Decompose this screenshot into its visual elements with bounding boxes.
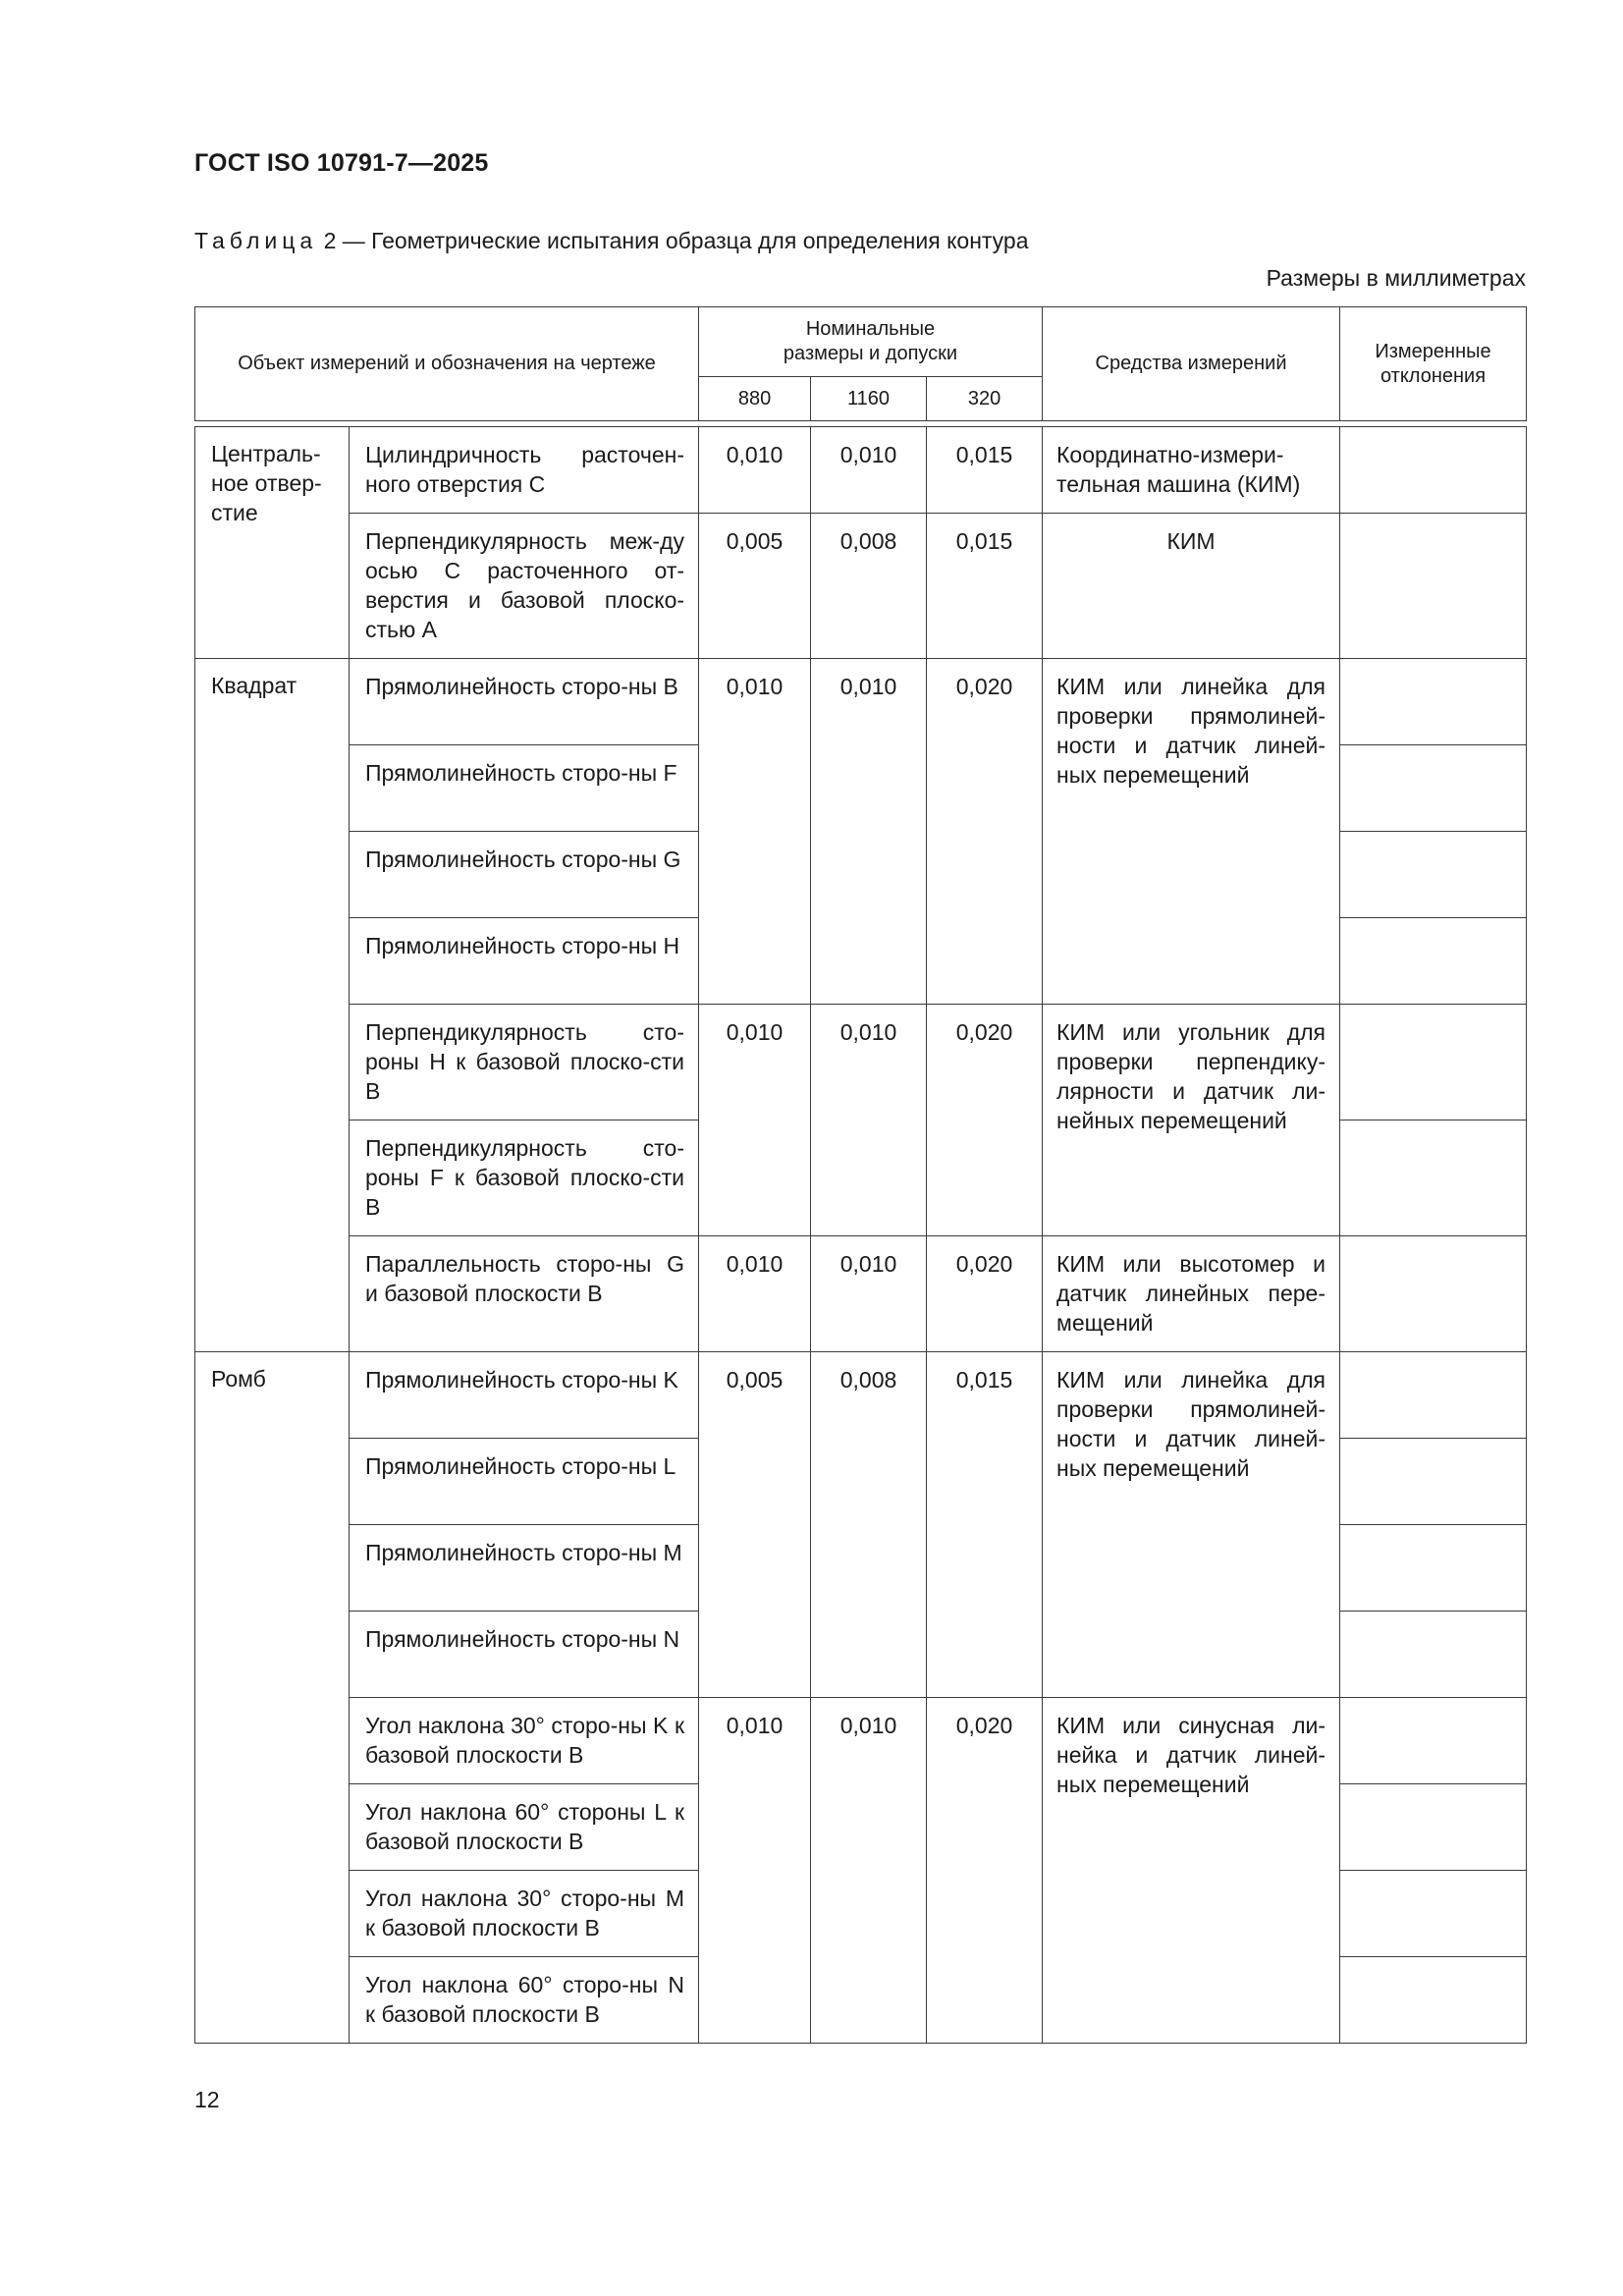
object-rhombus: Ромб — [195, 1352, 350, 2044]
measured-deviation-cell[interactable] — [1340, 427, 1527, 514]
table-caption-text: 2 — Геометрические испытания образца для определения контура — [323, 228, 1029, 253]
value-320: 0,015 — [927, 514, 1043, 659]
tool-cell: КИМ или высотомер и датчик линейных пере-мещений — [1043, 1236, 1340, 1352]
characteristic-cell: Прямолинейность сторо-ны B — [350, 659, 699, 745]
header-size-320: 320 — [927, 377, 1043, 421]
header-nominal: Номинальные размеры и допуски — [699, 307, 1043, 377]
value-1160: 0,008 — [811, 514, 927, 659]
measured-deviation-cell[interactable] — [1340, 1236, 1527, 1352]
value-320: 0,020 — [927, 659, 1043, 1005]
measured-deviation-cell[interactable] — [1340, 659, 1527, 745]
object-square: Квадрат — [195, 659, 350, 1352]
characteristic-cell: Прямолинейность сторо-ны H — [350, 918, 699, 1005]
tool-cell: КИМ или линейка для проверки прямолиней-ности и датчик линей-ных перемещений — [1043, 659, 1340, 1005]
table-row — [195, 659, 1527, 745]
value-320: 0,015 — [927, 427, 1043, 514]
value-320: 0,020 — [927, 1236, 1043, 1352]
measured-deviation-cell[interactable] — [1340, 1698, 1527, 1784]
characteristic-cell: Прямолинейность сторо-ны L — [350, 1439, 699, 1525]
value-880: 0,010 — [699, 1698, 811, 2044]
header-size-1160: 1160 — [811, 377, 927, 421]
value-1160: 0,010 — [811, 427, 927, 514]
characteristic-cell: Прямолинейность сторо-ны N — [350, 1612, 699, 1698]
table-caption — [194, 228, 1029, 254]
measured-deviation-cell[interactable] — [1340, 1439, 1527, 1525]
table-row — [195, 1352, 1527, 1439]
value-320: 0,020 — [927, 1005, 1043, 1236]
value-880: 0,005 — [699, 1352, 811, 1698]
characteristic-cell: Угол наклона 30° сторо-ны K к базовой плоскости B — [350, 1698, 699, 1784]
tool-cell: Координатно-измери-тельная машина (КИМ) — [1043, 427, 1340, 514]
value-880: 0,005 — [699, 514, 811, 659]
header-object: Объект измерений и обозначения на чертеже — [195, 307, 699, 421]
measured-deviation-cell[interactable] — [1340, 1957, 1527, 2044]
characteristic-cell: Угол наклона 60° стороны L к базовой плоскости B — [350, 1784, 699, 1871]
characteristic-cell: Прямолинейность сторо-ны M — [350, 1525, 699, 1612]
value-880: 0,010 — [699, 1236, 811, 1352]
measured-deviation-cell[interactable] — [1340, 1352, 1527, 1439]
document-code: ГОСТ ISO 10791-7—2025 — [194, 149, 489, 177]
characteristic-cell: Цилиндричность расточен-ного отверстия С — [350, 427, 699, 514]
table-caption-word: Таблица — [194, 228, 318, 253]
value-1160: 0,010 — [811, 1236, 927, 1352]
value-880: 0,010 — [699, 1005, 811, 1236]
measured-deviation-cell[interactable] — [1340, 1784, 1527, 1871]
tool-cell: КИМ или линейка для проверки прямолиней-ности и датчик линей-ных перемещений — [1043, 1352, 1340, 1698]
units-note: Размеры в миллиметрах — [1266, 265, 1526, 291]
table-row — [195, 1005, 1527, 1121]
characteristic-cell: Прямолинейность сторо-ны K — [350, 1352, 699, 1439]
characteristic-cell: Угол наклона 30° сторо-ны M к базовой плоскости B — [350, 1871, 699, 1957]
measured-deviation-cell[interactable] — [1340, 1525, 1527, 1612]
value-1160: 0,010 — [811, 659, 927, 1005]
measured-deviation-cell[interactable] — [1340, 1005, 1527, 1121]
value-1160: 0,010 — [811, 1005, 927, 1236]
table-row — [195, 427, 1527, 514]
header-tools: Средства измерений — [1043, 307, 1340, 421]
page-number: 12 — [194, 2087, 220, 2112]
value-1160: 0,010 — [811, 1698, 927, 2044]
tool-cell: КИМ — [1043, 514, 1340, 659]
value-320: 0,020 — [927, 1698, 1043, 2044]
table-row — [195, 1698, 1527, 1784]
measured-deviation-cell[interactable] — [1340, 918, 1527, 1005]
value-1160: 0,008 — [811, 1352, 927, 1698]
tool-cell: КИМ или синусная ли-нейка и датчик линей-ных перемещений — [1043, 1698, 1340, 2044]
measured-deviation-cell[interactable] — [1340, 832, 1527, 918]
characteristic-cell: Прямолинейность сторо-ны G — [350, 832, 699, 918]
header-size-880: 880 — [699, 377, 811, 421]
measured-deviation-cell[interactable] — [1340, 1612, 1527, 1698]
value-880: 0,010 — [699, 427, 811, 514]
value-880: 0,010 — [699, 659, 811, 1005]
measured-deviation-cell[interactable] — [1340, 1871, 1527, 1957]
characteristic-cell: Прямолинейность сторо-ны F — [350, 745, 699, 832]
geometric-tests-table — [194, 306, 1527, 2044]
table-row — [195, 514, 1527, 659]
characteristic-cell: Угол наклона 60° сторо-ны N к базовой плоскости B — [350, 1957, 699, 2044]
header-measured: Измеренные отклонения — [1340, 307, 1527, 421]
table-header-row — [195, 307, 1527, 377]
value-320: 0,015 — [927, 1352, 1043, 1698]
tool-cell: КИМ или угольник для проверки перпендику-лярности и датчик ли-нейных перемещений — [1043, 1005, 1340, 1236]
object-central-hole: Централь-ное отвер-стие — [195, 427, 350, 659]
characteristic-cell: Перпендикулярность сто-роны F к базовой плоско-сти B — [350, 1121, 699, 1236]
table-row — [195, 1236, 1527, 1352]
characteristic-cell: Перпендикулярность меж-ду осью С расточенного от-верстия и базовой плоско-стью А — [350, 514, 699, 659]
characteristic-cell: Перпендикулярность сто-роны H к базовой плоско-сти B — [350, 1005, 699, 1121]
measured-deviation-cell[interactable] — [1340, 1121, 1527, 1236]
measured-deviation-cell[interactable] — [1340, 745, 1527, 832]
measured-deviation-cell[interactable] — [1340, 514, 1527, 659]
characteristic-cell: Параллельность сторо-ны G и базовой плоскости B — [350, 1236, 699, 1352]
